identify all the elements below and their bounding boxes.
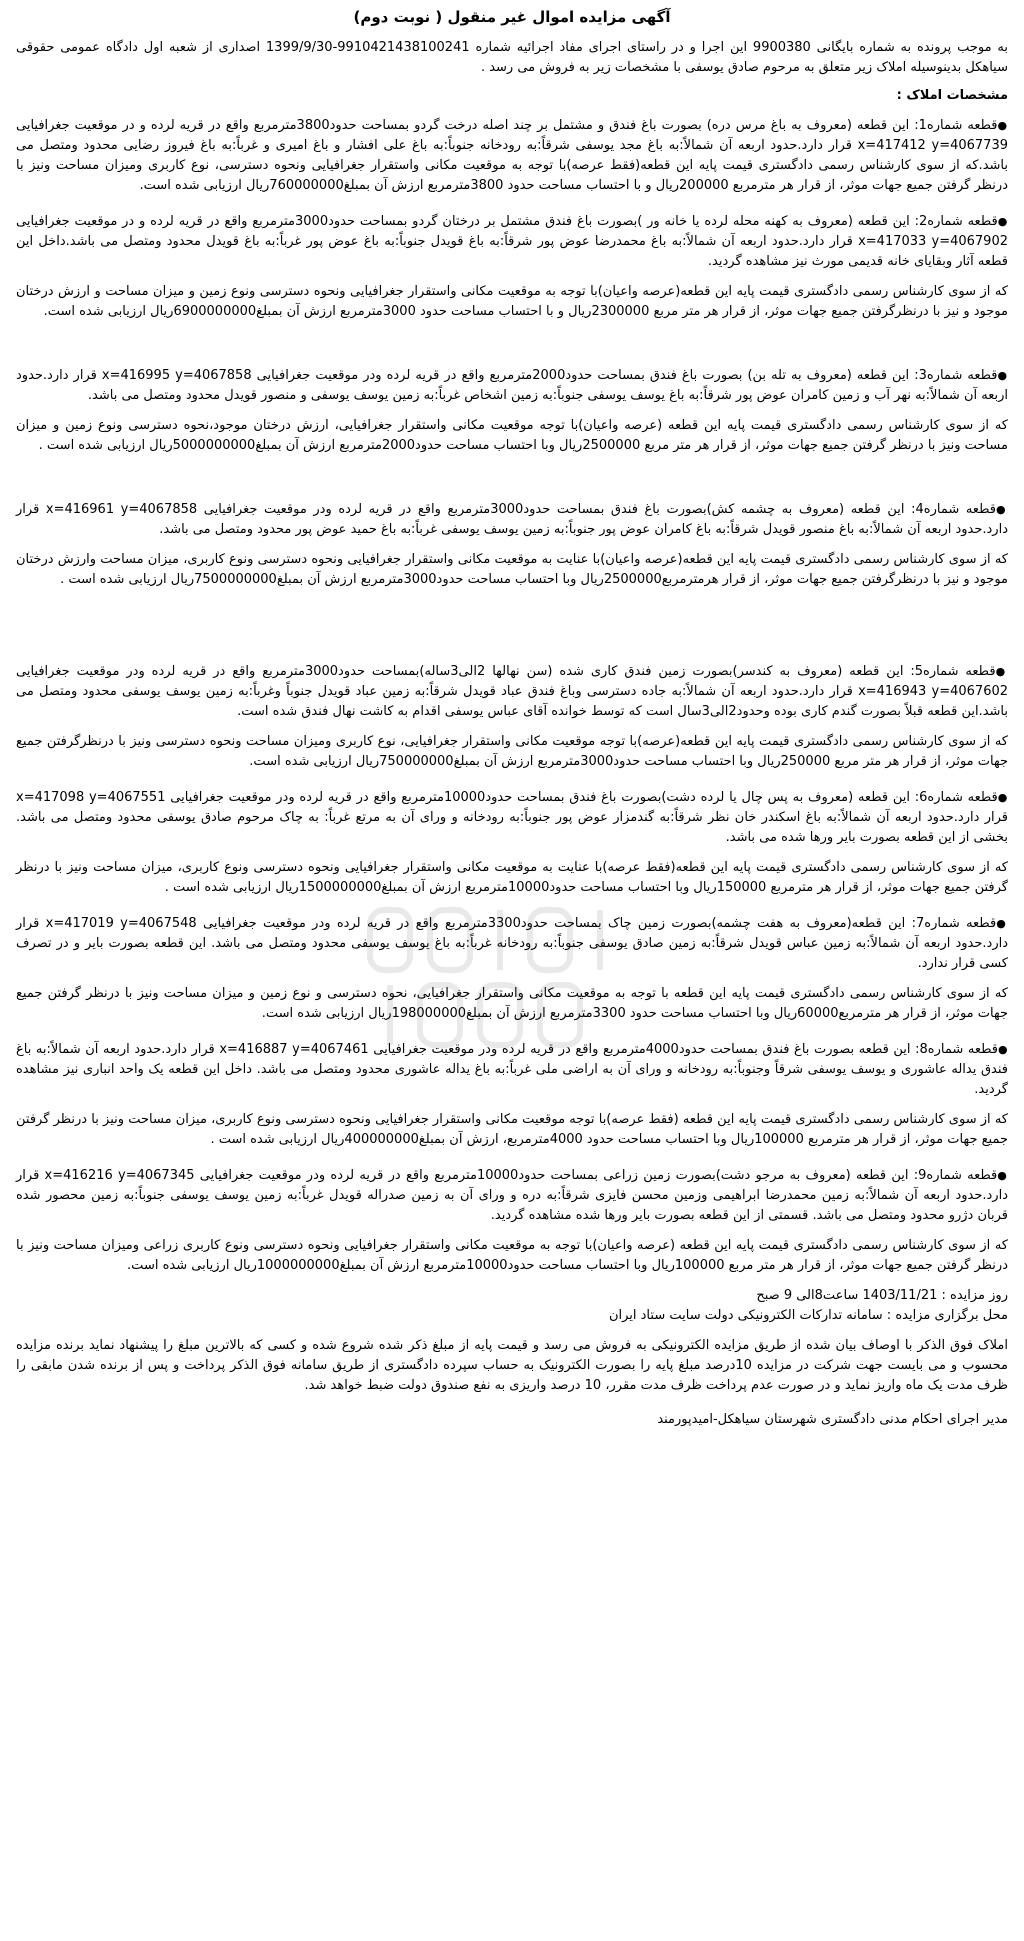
parcel-3-description: ●قطعه شماره3: این قطعه (معروف به تله بن) بصورت باغ فندق بمساحت حدود2000مترمربع واقع در قریه لرده ودر موقعیت جغرافیایی x=416995 y=4067858 قرار دارد.حدود اربعه آن شمالاً:به نهر آب و زمین کامران عوض پور شرقاً:به باغ یوسف یوسفی جنوباً:به زمین اشخاص غرباً:به زمین یوسف یوسفی و منصور قویدل محدود ومتصل می باشد. [16,368,1008,403]
bullet-icon: ● [997,215,1008,228]
bullet-icon: ● [997,369,1008,382]
parcel-6-valuation: که از سوی کارشناس رسمی دادگستری قیمت پایه این قطعه(فقط عرصه)با عنایت به موقعیت مکانی واستقرار جغرافیایی ونحوه دسترسی ونوع کاربری، میزان مساحت ونیز با درنظر گرفتن جمیع جهات موثر، از قرار هر مترمربع 150000ریال وبا احتساب مساحت حدود10000مترمربع ارزش آن بمبلغ1500000000ریال ارزیابی شده است . [16,860,1008,895]
parcel-5-description: ●قطعه شماره5: این قطعه (معروف به کندسر)بصورت زمین فندق کاری شده (سن نهالها 2الی3ساله)بمساحت حدود3000مترمربع واقع در قریه لرده ودر موقعیت جغرافیایی x=416943 y=4067602 قرار دارد.حدود اربعه آن شمالاً:به جاده دسترسی وباغ فندق عباد قویدل شرقاً:به زمین عباد قویدل جنوباً وغرباً:به زمین یوسف یوسفی محدود ومتصل می باشد.این قطعه قبلاً بصورت گندم کاری بوده وحدود2الی3سال است که توسط خوانده آقای عباس یوسفی اقدام به کاشت نهال فندق شده است. [16,664,1009,719]
parcel-9-valuation: که از سوی کارشناس رسمی دادگستری قیمت پایه این قطعه (عرصه واعیان)با توجه به موقعیت مکانی واستقرار جغرافیایی ونحوه دسترسی ونوع کاربری زراعی ومیزان مساحت ونیز با درنظر گرفتن جمیع جهات موثر، از قرار هر متر مربع 100000ریال وبا احتساب مساحت حدود10000مترمربع ارزش آن بمبلغ1000000000ریال ارزیابی شده است. [16,1238,1008,1273]
bullet-icon: ● [995,665,1008,678]
parcel-7-valuation: که از سوی کارشناس رسمی دادگستری قیمت پایه این قطعه با توجه به موقعیت مکانی واستقرار جغرافیایی، نحوه دسترسی و نوع زمین و میزان مساحت ونیز با درنظر گرفتن جمیع جهات موثر، از قرار هر مترمربع60000ریال وبا احتساب مساحت حدود 3300مترمربع ارزش آن بمبلغ198000000ریال ارزیابی شده است. [16,986,1008,1021]
parcel-9-description: ●قطعه شماره9: این قطعه (معروف به مرجو دشت)بصورت زمین زراعی بمساحت حدود10000مترمربع واقع در قریه لرده ودر موقعیت جغرافیایی x=416216 y=4067345 قرار دارد.حدود اربعه آن شمالاً:به زمین محمدرضا ابراهیمی وزمین محسن فایزی شرقاً:به دره و ورای آن به زمین صدراله قویدل غرباً:به زمین یوسف یوسفی جنوباً:به زمین محصور شده قربان دژرو محدود ومتصل می باشد. قسمتی از این قطعه بصورت بایر ورها شده مشاهده گردید. [16,1168,1008,1223]
parcel-2-valuation: که از سوی کارشناس رسمی دادگستری قیمت پایه این قطعه(عرصه واعیان)با توجه به موقعیت مکانی واستقرار جغرافیایی ونحوه دسترسی ونوع زمین و میزان مساحت و ارزش درختان موجود و نیز با درنظرگرفتن جمیع جهات موثر، از قرار هر متر مربع 2300000ریال و با احتساب مساحت حدود 3000مترمربع ارزش آن بمبلغ6900000000ریال ارزیابی شده است. [16,284,1008,319]
specs-heading: مشخصات املاک : [896,88,1008,103]
bullet-icon: ● [997,119,1008,132]
parcel-6-description: ●قطعه شماره6: این قطعه (معروف به پس چال یا لرده دشت)بصورت باغ فندق بمساحت حدود10000مترمربع واقع در قریه لرده ودر موقعیت جغرافیایی x=417098 y=4067551 قرار دارد.حدود اربعه آن شمالاً:به باغ اسکندر خان نظر شرقاً:به گندمزار عوض پور جنوباً:به رودخانه و ورای آن به مرتع غرباً: به چاک مرحوم صادق یوسفی محدود ومتصل می باشد. بخشی از این قطعه بصورت بایر ورها شده می باشد. [16,790,1008,845]
parcel-5-valuation: که از سوی کارشناس رسمی دادگستری قیمت پایه این قطعه(عرصه)با توجه موقعیت مکانی واستقرار جغرافیایی، نوع کاربری ومیزان مساحت ونحوه دسترسی ونیز با درنظرگرفتن جمیع جهات موثر، از قرار هر متر مربع 250000ریال وبا احتساب مساحت حدود3000مترمربع ارزش آن بمبلغ750000000ریال ارزیابی شده است. [16,734,1008,769]
parcel-8-valuation: که از سوی کارشناس رسمی دادگستری قیمت پایه این قطعه (فقط عرصه)با توجه موقعیت مکانی واستقرار جغرافیایی ونحوه دسترسی ونوع کاربری، میزان مساحت ونیز با درنظر گرفتن جمیع جهات موثر، از قرار هر مترمربع 100000ریال وبا احتساب مساحت حدود 4000مترمربع، ارزش آن بمبلغ400000000ریال ارزیابی شده است . [16,1112,1008,1147]
bullet-icon: ● [997,1169,1008,1182]
parcel-4-valuation: که از سوی کارشناس رسمی دادگستری قیمت پایه این قطعه(عرصه واعیان)با عنایت به موقعیت مکانی واستقرار جغرافیایی ونحوه دسترسی ونوع کاربری، میزان مساحت وارزش درختان موجود و نیز با درنظرگرفتن جمیع جهات موثر، از قرار هرمترمربع2500000ریال وبا احتساب مساحت حدود3000مترمربع ارزش آن بمبلغ7500000000ریال ارزیابی شده است . [16,552,1008,587]
bullet-icon: ● [995,503,1009,516]
auction-terms: املاک فوق الذکر با اوصاف بیان شده از طریق مزایده الکترونیکی به فروش می رسد و قیمت پایه از مبلغ ذکر شده شروع شده و کسی که بالاترین مبلغ را پیشنهاد نماید برنده مزایده محسوب و می بایست جهت شرکت در مزایده 10درصد مبلغ پایه را بصورت الکترونیک به حساب سپرده دادگستری از طریق سامانه فوق الذکر پرداخت و پس از برنده شدن مابقی را ظرف مدت یک ماه واریز نماید و در صورت عدم پرداخت ظرف مدت مقرر، 10 درصد واریزی به نفع صندوق دولت ضبط خواهد شد. [16,1338,1009,1393]
notice-title: آگهی مزایده اموال غیر منقول ( نوبت دوم) [353,8,671,26]
bullet-icon: ● [997,791,1008,804]
bullet-icon: ● [996,917,1008,930]
parcel-8-description: ●قطعه شماره8: این قطعه بصورت باغ فندق بمساحت حدود4000مترمربع واقع در قریه لرده ودر موقعیت جغرافیایی x=416887 y=4067461 قرار دارد.حدود اربعه آن شمالاً:به باغ فندق یداله عاشوری و یوسف یوسفی شرقاً وجنوباً:به رودخانه و ورای آن به اراضی ملی غرباً:به باغ یداله عاشوری محدود ومتصل می باشد. داخل این قطعه یک واحد انباری نیز مشاهده گردید. [16,1042,1009,1097]
parcel-4-description: ●قطعه شماره4: این قطعه (معروف به چشمه کش)بصورت باغ فندق بمساحت حدود3000مترمربع واقع در قریه لرده ودر موقعیت جغرافیایی x=416961 y=4067858 قرار دارد.حدود اربعه آن شمالاً:به باغ منصور قویدل شرقاً:به باغ کامران عوض پور جنوباً:به زمین یوسف یوسفی غرباً:به باغ حمید عوض پور محدود ومتصل می باشد. [16,502,1009,537]
signature-line: مدیر اجرای احکام مدنی دادگستری شهرستان سیاهکل-امیدپورمند [657,1412,1008,1427]
bullet-icon: ● [997,1043,1009,1056]
notice-intro: به موجب پرونده به شماره بایگانی 9900380 این اجرا و در راستای اجرای مفاد اجرائیه شماره 9910421438100241-1399/9/30 اصداری از شعبه اول دادگاه عمومی حقوقی سیاهکل بدینوسیله املاک زیر متعلق به مرحوم صادق یوسفی با مشخصات زیر به فروش می رسد . [16,40,1008,75]
auction-venue: محل برگزاری مزایده : سامانه تدارکات الکترونیکی دولت سایت ستاد ایران [608,1308,1008,1323]
parcel-1-description: ●قطعه شماره1: این قطعه (معروف به باغ مرس دره) بصورت باغ فندق و مشتمل بر چند اصله درخت گردو بمساحت حدود3800مترمربع واقع در قریه لرده و در موقعیت جغرافیایی x=417412 y=4067739 قرار دارد.حدود اربعه آن شمالاً:به باغ مجد یوسفی شرقاً:به رودخانه جنوباً:به باغ علی افشار و باغ امیری و غرباً:به باغ فیروز رضایی محدود ومتصل می باشد.که از سوی کارشناس رسمی دادگستری قیمت پایه این قطعه(فقط عرصه)با توجه به موقعیت مکانی واستقرار جغرافیایی ونحوه دسترسی، نوع کاربری ومیزان مساحت ونیز با درنظر گرفتن جمیع جهات موثر، از قرار هر مترمربع 200000ریال و با احتساب مساحت حدود 3800مترمربع ارزش آن بمبلغ760000000ریال ارزیابی شده است. [16,118,1008,193]
parcel-3-valuation: که از سوی کارشناس رسمی دادگستری قیمت پایه این قطعه (عرصه واعیان)با توجه موقعیت مکانی واستقرار جغرافیایی، ارزش درختان موجود،نحوه دسترسی ونوع زمین و میزان مساحت ونیز با درنظر گرفتن جمیع جهات موثر، از قرار هر متر مربع 2500000ریال وبا احتساب مساحت حدود2000مترمربع ارزش آن بمبلغ5000000000ریال ارزیابی شده است . [16,418,1008,453]
parcel-2-description: ●قطعه شماره2: این قطعه (معروف به کهنه محله لرده یا خانه ور )بصورت باغ فندق مشتمل بر درختان گردو بمساحت حدود3000مترمربع واقع در قریه لرده و در موقعیت جغرافیایی x=417033 y=4067902 قرار دارد.حدود اربعه آن شمالاً:به باغ محمدرضا عوض پور شرقاً:به باغ قویدل جنوباً:به باغ عوض پور غرباً:به باغ قویدل محدود ومتصل می باشد.داخل این قطعه آثار وبقایای خانه قدیمی مورث نیز مشاهده گردید. [16,214,1008,269]
parcel-7-description: ●قطعه شماره7: این قطعه(معروف به هفت چشمه)بصورت زمین چاک بمساحت حدود3300مترمربع واقع در قریه لرده ودر موقعیت جغرافیایی x=417019 y=4067548 قرار دارد.حدود اربعه آن شمالاً:به زمین عباس قویدل شرقاً:به زمین صادق یوسفی جنوباً:به رودخانه غرباً:به باغ یوسف یوسفی محدود ومتصل می باشد. این قطعه بصورت بایر و در تصرف کسی قرار ندارد. [16,916,1008,971]
auction-date: روز مزایده : 1403/11/21 ساعت8الی 9 صبح [756,1288,1008,1303]
